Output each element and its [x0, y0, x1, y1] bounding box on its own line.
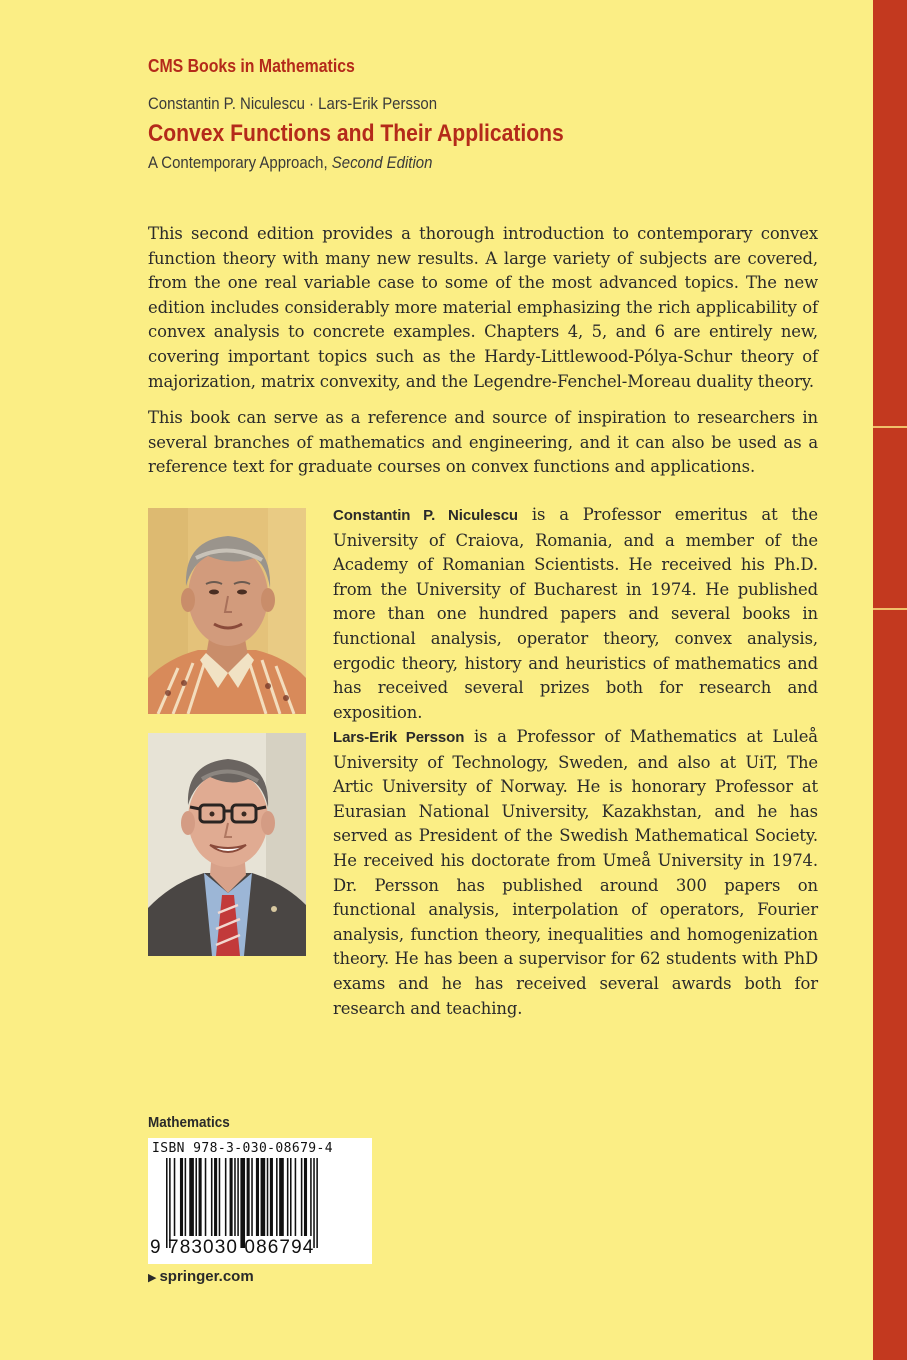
author-name: Constantin P. Niculescu: [333, 507, 518, 524]
author-bio-niculescu: [333, 503, 818, 725]
author-photo-niculescu: [148, 508, 306, 714]
description-paragraph: This second edition provides a thorough introduction to contemporary convex function theory with many new results. A large variety of subjects are covered, from the one real variable case to some of the most advanced topics. The new edition includes considerably more material emphasizing the rich applicability of convex analysis to concrete examples. Chapters 4, 5, and 6 are entirely new, covering important topics such as the Hardy-Littlewood-Pólya-Schur theory of majorization, matrix convexity, and the Legendre-Fenchel-Moreau duality theory.: [148, 224, 818, 391]
author-name: Lars-Erik Persson: [333, 729, 465, 746]
subtitle-main: A Contemporary Approach,: [148, 153, 332, 172]
isbn-barcode: [148, 1138, 372, 1264]
author-photo-persson: [148, 733, 306, 956]
description-paragraph: This book can serve as a reference and source of inspiration to researchers in several branches of mathematics and engineering, and it can also be used as a reference text for graduate courses on convex functions and applications.: [148, 408, 818, 477]
spine-divider: [873, 608, 907, 610]
subject-category: Mathematics: [148, 1114, 230, 1131]
arrow-right-icon: ▶: [148, 1272, 157, 1284]
author-bio-text: is a Professor of Mathematics at Luleå University of Technology, Sweden, and also at UiT, The Artic University of Norway. He is honorary Professor at Eurasian National University, Kazakhstan, and he has served as President of the Swedish Mathematical Society. He received his doctorate from Umeå University in 1974. Dr. Persson has published around 300 papers on functional analysis, interpolation of operators, Fourier analysis, function theory, inequalities and homogenization theory. He has been a supervisor for 62 students with PhD exams and he has received several awards both for research and teaching.: [333, 727, 818, 1018]
subtitle-edition: Second Edition: [331, 153, 433, 172]
publisher-link-text: springer.com: [159, 1268, 254, 1285]
publisher-link[interactable]: [148, 1268, 254, 1285]
author-bio-text: is a Professor emeritus at the University of Craiova, Romania, and a member of the Academy of Romanian Scientists. He received his Ph.D. from the University of Bucharest in 1974. He published more than one hundred papers and several books in functional analysis, operator theory, convex analysis, ergodic theory, history and heuristics of mathematics and has received several prizes both for research and exposition.: [333, 505, 818, 722]
book-subtitle: [148, 153, 432, 173]
author-bio-persson: [333, 725, 818, 1021]
authors-line: Constantin P. Niculescu · Lars-Erik Persson: [148, 94, 438, 113]
isbn-number: ISBN 978-3-030-08679-4: [152, 1141, 333, 1156]
book-title: Convex Functions and Their Applications: [148, 120, 564, 147]
book-spine: [873, 0, 907, 1360]
spine-divider: [873, 426, 907, 428]
series-title: CMS Books in Mathematics: [148, 56, 355, 76]
ean-number: 9 783030 086794: [150, 1237, 315, 1258]
